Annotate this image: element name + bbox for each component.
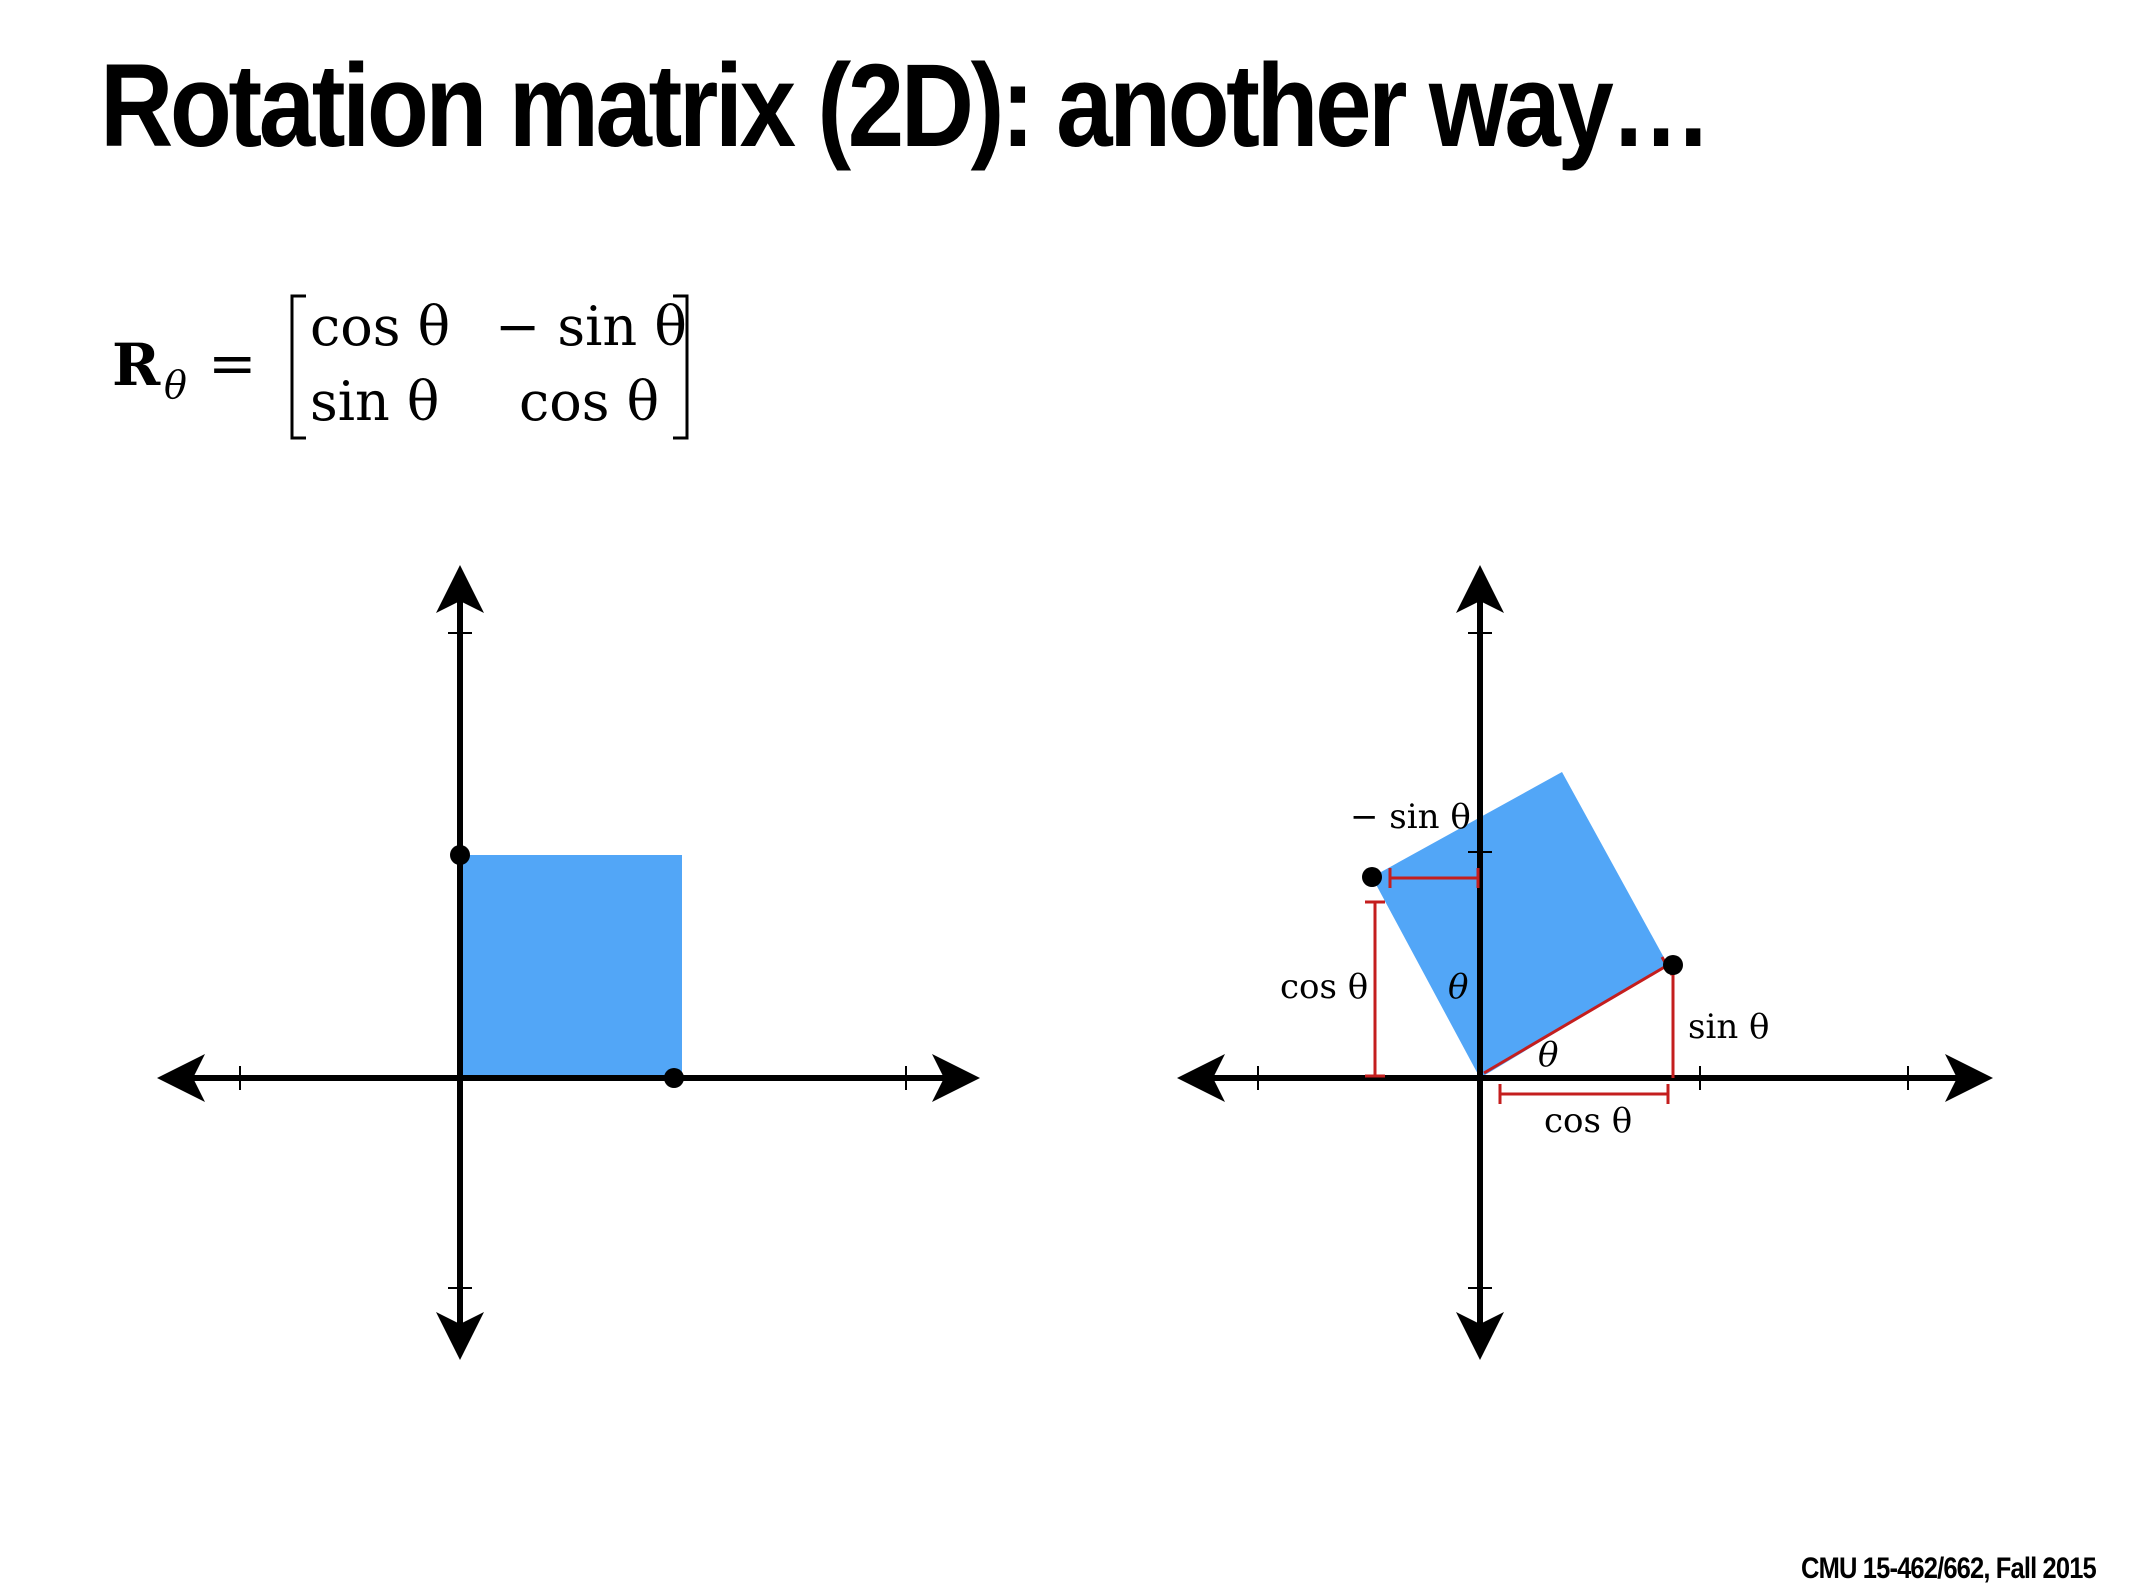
unit-square xyxy=(460,855,682,1078)
matrix-cell-r2c1: sin θ xyxy=(310,370,440,433)
rotated-point-e2 xyxy=(1362,867,1382,887)
matrix-subscript: θ xyxy=(164,363,187,407)
matrix-cell-r1c1: cos θ xyxy=(310,295,451,358)
label-sin-theta-right: sin θ xyxy=(1688,1007,1770,1047)
point-e2 xyxy=(450,845,470,865)
label-theta-inner: θ xyxy=(1448,967,1469,1007)
left-diagram xyxy=(165,573,972,1352)
slide-footer: CMU 15-462/662, Fall 2015 xyxy=(1801,1552,2096,1585)
label-theta-bottom: θ xyxy=(1538,1035,1559,1075)
right-diagram xyxy=(1185,573,1985,1352)
rotation-matrix-equation xyxy=(112,295,687,438)
label-cos-theta-left: cos θ xyxy=(1280,967,1369,1007)
matrix-cell-r1c2: − sin θ xyxy=(495,295,687,358)
slide-title: Rotation matrix (2D): another way… xyxy=(100,40,1709,172)
left-bracket xyxy=(292,296,306,438)
matrix-symbol: R xyxy=(112,331,161,399)
matrix-cell-r2c2: cos θ xyxy=(519,370,660,433)
label-cos-theta-bottom: cos θ xyxy=(1544,1101,1633,1141)
point-e1 xyxy=(664,1068,684,1088)
label-neg-sin-theta: − sin θ xyxy=(1350,797,1471,837)
equals-sign: = xyxy=(208,329,257,397)
rotated-point-e1 xyxy=(1663,955,1683,975)
